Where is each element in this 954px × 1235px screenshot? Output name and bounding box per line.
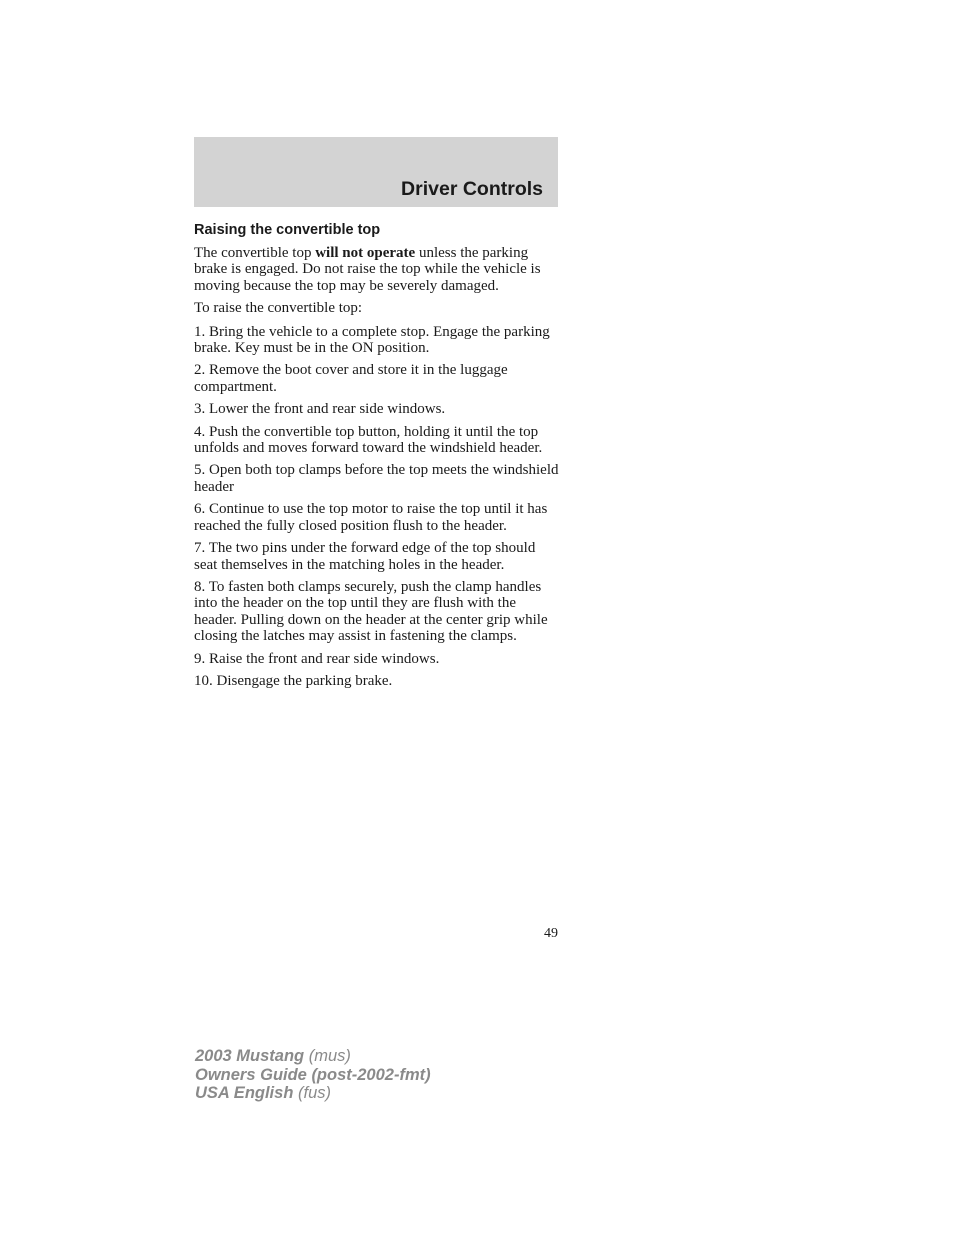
- step-4: 4. Push the convertible top button, holding it until the top unfolds and moves forward toward the windshield header.: [194, 423, 543, 457]
- step-9: 9. Raise the front and rear side windows.: [194, 650, 440, 667]
- section-header-band: [194, 137, 558, 207]
- footer-guide: Owners Guide (post-2002-fmt): [195, 1065, 431, 1084]
- footer-line-1: [195, 1047, 431, 1066]
- step-10: 10. Disengage the parking brake.: [194, 672, 393, 689]
- footer-language-code: (fus): [293, 1084, 331, 1103]
- warning-emphasis: will not operate: [315, 245, 416, 261]
- intro-text-before: The convertible top: [194, 245, 316, 261]
- step-7: 7. The two pins under the forward edge of the top should seat themselves in the matching holes in the header.: [194, 540, 536, 573]
- step-2: 2. Remove the boot cover and store it in the luggage compartment.: [194, 362, 508, 395]
- step-5: 5. Open both top clamps before the top meets the windshield header: [194, 462, 559, 495]
- intro-text-after: unless the parking brake is engaged. Do not raise the top while the vehicle is moving because the top may be severely damaged.: [194, 245, 541, 294]
- footer-line-2: [195, 1066, 431, 1085]
- step-3: 3. Lower the front and rear side windows.: [194, 401, 446, 418]
- page-number: 49: [544, 926, 558, 941]
- step-1: 1. Bring the vehicle to a complete stop. Engage the parking brake. Key must be in the ON position.: [194, 323, 550, 357]
- steps-lead: To raise the convertible top:: [194, 300, 363, 317]
- footer-language: USA English: [195, 1084, 294, 1103]
- footer-model: 2003 Mustang: [195, 1047, 305, 1065]
- footer-line-3: [195, 1084, 431, 1103]
- document-footer: [195, 1047, 431, 1103]
- intro-paragraph: [194, 245, 562, 294]
- section-heading: Raising the convertible top: [194, 222, 381, 238]
- step-8: 8. To fasten both clamps securely, push the clamp handles into the header on the top until they are flush with the header. Pulling down on the header at the center grip while closing the latches may assist in fastening the clamps.: [194, 578, 548, 645]
- main-content: [194, 221, 562, 695]
- step-6: 6. Continue to use the top motor to raise the top until it has reached the fully closed position flush to the header.: [194, 501, 548, 534]
- page-title: Driver Controls: [401, 178, 543, 200]
- footer-model-code: (mus): [304, 1047, 351, 1065]
